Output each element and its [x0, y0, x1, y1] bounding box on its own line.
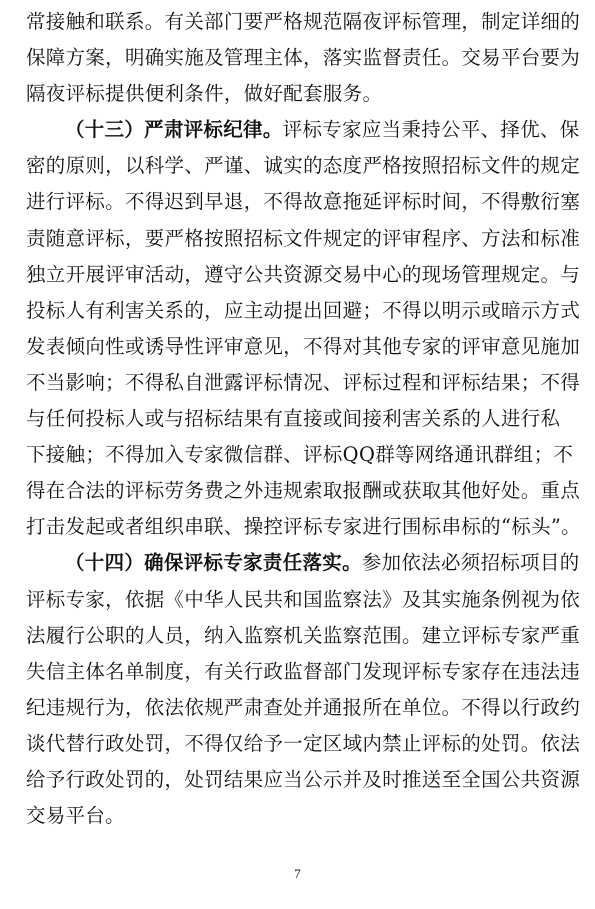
text-line: 独立开展评审活动，遵守公共资源交易中心的现场管理规定。与: [26, 262, 581, 286]
text-line: 进行评标。不得迟到早退，不得故意拖延评标时间，不得敷衍塞: [26, 190, 581, 214]
text-line: 下接触；不得加入专家微信群、评标QQ群等网络通讯群组；不: [26, 443, 574, 467]
text-line: 密的原则，以科学、严谨、诚实的态度严格按照招标文件的规定: [26, 154, 581, 178]
text-line: 隔夜评标提供便利条件，做好配套服务。: [26, 82, 383, 106]
text-line: 责随意评标，要严格按照招标文件规定的评审程序、方法和标准: [26, 226, 581, 250]
text-run: 参加依法必须招标项目的: [361, 551, 580, 575]
section-heading-13: （十三）严肃评标纪律。: [65, 118, 283, 142]
body-text: [26, 4, 581, 834]
text-line: 投标人有利害关系的，应主动提出回避；不得以明示或暗示方式: [26, 298, 581, 322]
paragraph-1: [26, 4, 581, 112]
text-line: 得在合法的评标劳务费之外违规索取报酬或获取其他好处。重点: [26, 479, 581, 503]
text-line: 失信主体名单制度，有关行政监督部门发现评标专家存在违法违: [26, 659, 581, 683]
paragraph-13: [26, 112, 581, 545]
text-line: [26, 545, 580, 581]
text-line: 法履行公职的人员，纳入监察机关监察范围。建立评标专家严重: [26, 623, 581, 647]
text-line: 保障方案，明确实施及管理主体，落实监督责任。交易平台要为: [26, 46, 581, 70]
text-run: 评标专家应当秉持公平、择优、保: [282, 118, 580, 142]
text-line: 谈代替行政处罚，不得仅给予一定区域内禁止评标的处罚。依法: [26, 731, 581, 755]
text-line: [26, 112, 580, 148]
text-line: 纪违规行为，依法依规严肃查处并通报所在单位。不得以行政约: [26, 695, 581, 719]
section-heading-14: （十四）确保评标专家责任落实。: [65, 551, 362, 575]
text-line: 评标专家，依据《中华人民共和国监察法》及其实施条例视为依: [26, 587, 581, 611]
page-number: 7: [294, 866, 301, 881]
paragraph-14: [26, 545, 581, 834]
text-line: 给予行政处罚的，处罚结果应当公示并及时推送至全国公共资源: [26, 767, 581, 791]
text-line: 与任何投标人或与招标结果有直接或间接利害关系的人进行私: [26, 407, 561, 431]
text-line: 不当影响；不得私自泄露评标情况、评标过程和评标结果；不得: [26, 370, 581, 394]
text-line: 打击发起或者组织串联、操控评标专家进行围标串标的“标头”。: [26, 515, 581, 539]
text-line: 常接触和联系。有关部门要严格规范隔夜评标管理，制定详细的: [26, 10, 581, 33]
text-line: 交易平台。: [26, 804, 125, 828]
text-line: 发表倾向性或诱导性评审意见，不得对其他专家的评审意见施加: [26, 334, 581, 358]
